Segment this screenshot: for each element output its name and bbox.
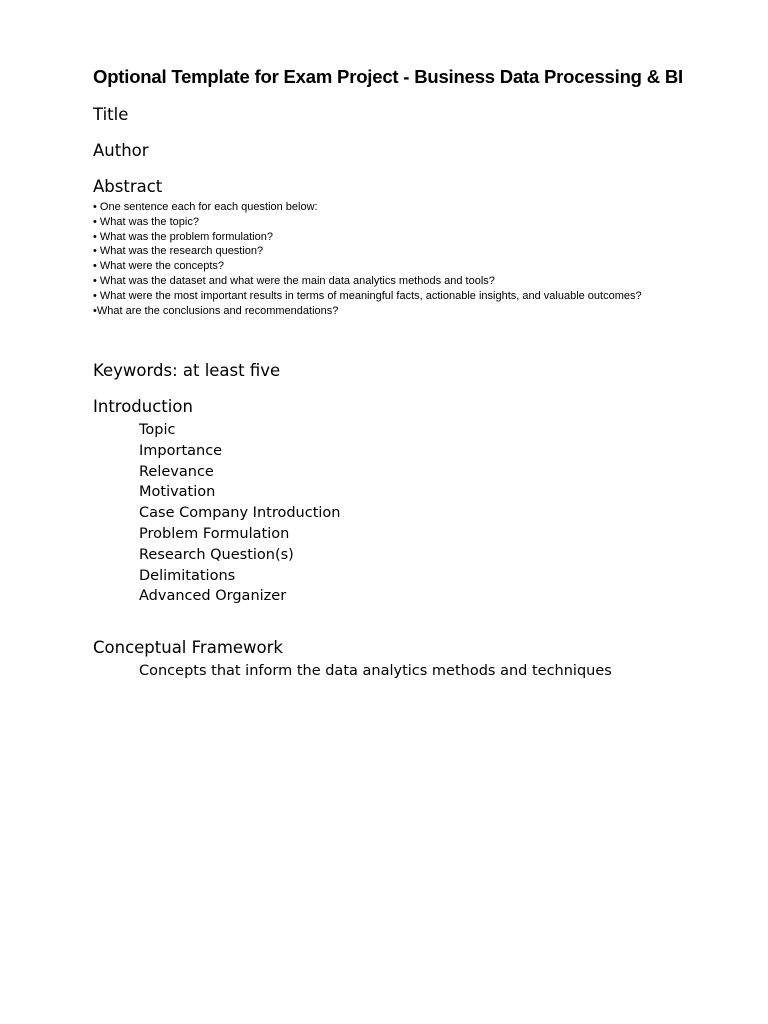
introduction-item: Importance (139, 442, 223, 459)
abstract-item: • What was the research question? (93, 245, 264, 258)
conceptual-framework-heading: Conceptual Framework (93, 638, 283, 657)
abstract-item: • What was the problem formulation? (93, 230, 273, 243)
introduction-item: Delimitations (139, 567, 236, 584)
abstract-item: • What were the concepts? (93, 260, 225, 273)
introduction-item: Problem Formulation (139, 525, 290, 542)
conceptual-framework-item: Concepts that inform the data analytics methods and techniques (139, 663, 612, 679)
introduction-heading: Introduction (93, 397, 193, 416)
introduction-item: Case Company Introduction (139, 505, 341, 522)
document-title: Optional Template for Exam Project - Business Data Processing & BI (93, 66, 683, 87)
keywords-heading: Keywords: at least five (93, 361, 281, 380)
abstract-item: • What were the most important results in terms of meaningful facts, actionable insights, and valuable outcomes? (93, 289, 642, 302)
introduction-item: Research Question(s) (139, 546, 294, 563)
abstract-item: • One sentence each for each question below: (93, 201, 318, 213)
abstract-item: • What was the dataset and what were the main data analytics methods and tools? (93, 274, 495, 287)
introduction-item: Topic (139, 422, 176, 438)
title-heading: Title (93, 105, 129, 124)
abstract-question-list (93, 200, 653, 318)
introduction-item: Motivation (139, 484, 216, 501)
introduction-item: Advanced Organizer (139, 588, 287, 605)
introduction-item: Relevance (139, 463, 214, 480)
author-heading: Author (93, 141, 149, 160)
introduction-topic-list (139, 420, 341, 607)
abstract-item: • What was the topic? (93, 215, 199, 228)
abstract-heading: Abstract (93, 177, 163, 196)
conceptual-framework-list (139, 661, 612, 682)
abstract-item: •What are the conclusions and recommendations? (93, 304, 339, 317)
